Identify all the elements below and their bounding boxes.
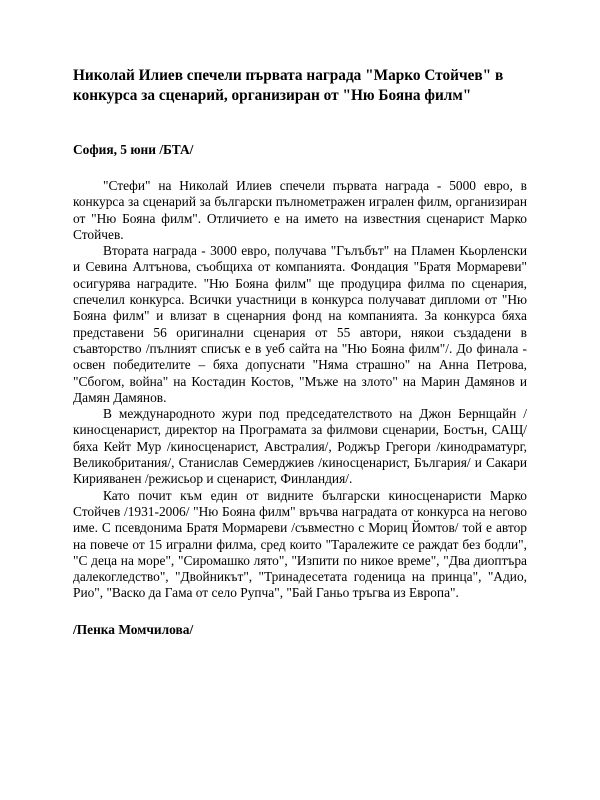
article [73,66,527,638]
article-body [73,178,527,602]
paragraph: Втората награда - 3000 евро, получава "Гълъбът" на Пламен Кьорленски и Севина Алтънова, съобщиха от компанията. Фондация "Братя Мормареви" осигурява наградите. "Ню Бояна филм" ще продуцира филма по сценария, спечелил конкурса. Всички участници в конкурса получават дипломи от "Ню Бояна филм" и влизат в сценарния фонд на компанията. За конкурса бяха представени 56 оригинални сценария от 55 автори, някои създадени в съавторство /пълният списък е в уеб сайта на "Ню Бояна филм"/. До финала - освен победителите – бяха допуснати "Няма страшно" на Анна Петрова, "Сбогом, война" на Костадин Костов, "Мъже на злото" на Марин Дамянов и Дамян Дамянов. [73,243,527,405]
dateline: София, 5 юни /БТА/ [73,142,194,157]
paragraph: В международното жури под председателството на Джон Бернщайн /киносценарист, директор на Програмата за филмови сценарии, Бостън, САЩ/ бяха Кейт Мур /киносценарист, Австралия/, Роджър Грегори /кинодраматург, Великобритания/, Станислав Семерджиев /киносценарист, България/ и Сакари Кирияванен /режисьор и сценарист, Финландия/. [73,406,527,487]
paragraph: Като почит към един от видните български киносценаристи Марко Стойчев /1931-2006/ "Ню Бояна филм" връчва наградата от конкурса на негово име. С псевдонима Братя Мормареви /съвместно с Мориц Йомтов/ той е автор на повече от 15 игрални филма, сред които "Таралежите се раждат без бодли", "С деца на море", "Сиромашко лято", "Изпити по никое време", "Два диоптъра далекогледство", "Двойникът", "Тринадесетата годеница на принца", "Адио, Рио", "Васко да Гама от село Рупча", "Бай Ганьо тръгва из Европа". [73,487,527,601]
article-headline: Николай Илиев спечели първата награда "Марко Стойчев" в конкурса за сценарий, организиран от "Ню Бояна филм" [73,67,504,104]
paragraph: "Стефи" на Николай Илиев спечели първата награда - 5000 евро, в конкурса за сценарий за български пълнометражен игрален филм, организиран от "Ню Бояна филм". Отличието е на името на известния сценарист Марко Стойчев. [73,178,527,242]
author-signature: /Пенка Момчилова/ [73,621,194,637]
